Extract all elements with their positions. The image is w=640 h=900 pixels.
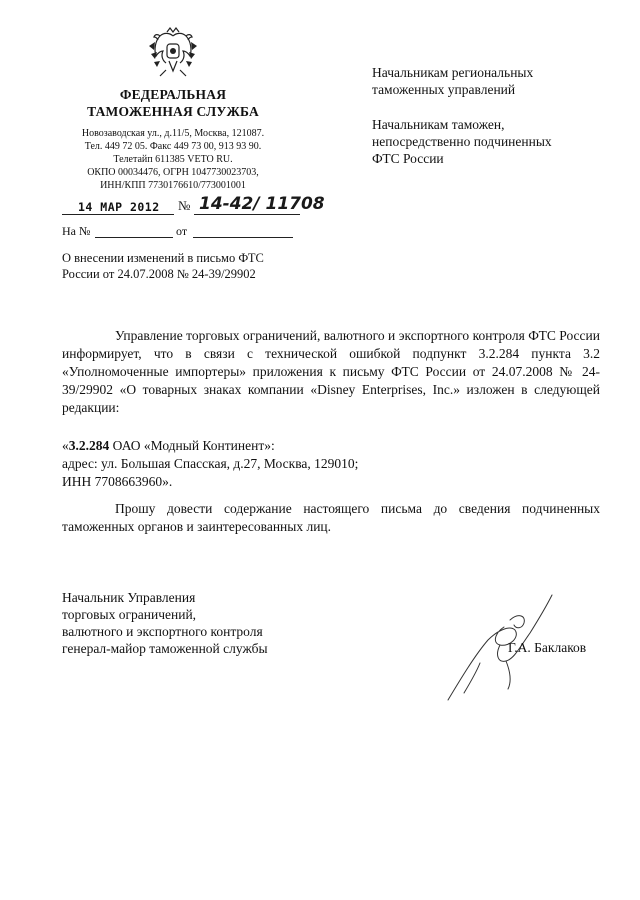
organization-name-line2: ТАМОЖЕННАЯ СЛУЖБА [87,104,259,119]
addressee-regional-directorates: Начальникам региональных таможенных управлений [372,65,534,97]
organization-name [62,86,284,120]
reference-date-label: от [176,224,188,238]
organization-details: Новозаводская ул., д.11/5, Москва, 121087. Тел. 449 72 05. Факс 449 73 00, 913 93 90. Телетайп 611385 VETO RU. ОКПО 00034476, ОГРН 1047730023703, ИНН/КПП 7730176610/773001001 [81,128,265,191]
double-headed-eagle-icon [147,26,199,80]
reference-number-line [95,237,173,238]
number-underline [194,214,300,215]
quote-subpoint-number: 3.2.284 [68,438,110,453]
quote-line-3: ИНН 7708663960». [62,474,173,489]
date-stamp: 14 MAP 2012 [78,200,160,214]
signer-name: Г.А. Баклаков [508,640,587,655]
reference-number-label: На № [62,224,91,238]
letter-number-text: 14-42/ 11708 [199,194,325,214]
quote-line-2: адрес: ул. Большая Спасская, д.27, Москва, 129010; [62,456,359,471]
body-paragraph-2: Прошу довести содержание настоящего письма до сведения подчиненных таможенных органов и заинтересованных лиц. [62,501,600,534]
letter-subject: О внесении изменений в письмо ФТС России от 24.07.2008 № 24-39/29902 [62,251,264,281]
addressee-customs-heads: Начальникам таможен, непосредственно подчиненных ФТС России [372,117,552,166]
signatory-position: Начальник Управления торговых ограничений, валютного и экспортного контроля генерал-майор таможенной службы [62,590,268,656]
body-paragraph-1: Управление торговых ограничений, валютного и экспортного контроля ФТС России информирует, что в связи с технической ошибкой подпункт 3.2.284 пункта 3.2 «Уполномоченные импортеры» приложения к письму ФТС России от 24.07.2008 № 24-39/29902 «О товарных знаках компании «Disney Enterprises, Inc.» изложен в следующей редакции: [62,328,600,415]
number-label: № [178,198,191,213]
amended-text-quote [62,437,600,491]
date-underline [62,214,174,215]
quote-line-1 [62,437,600,455]
handwritten-number [195,190,325,216]
quote-company: ОАО «Модный Континент»: [109,438,275,453]
organization-name-line1: ФЕДЕРАЛЬНАЯ [119,87,227,102]
quote-open-mark: « [62,438,69,453]
reference-date-line [193,237,293,238]
